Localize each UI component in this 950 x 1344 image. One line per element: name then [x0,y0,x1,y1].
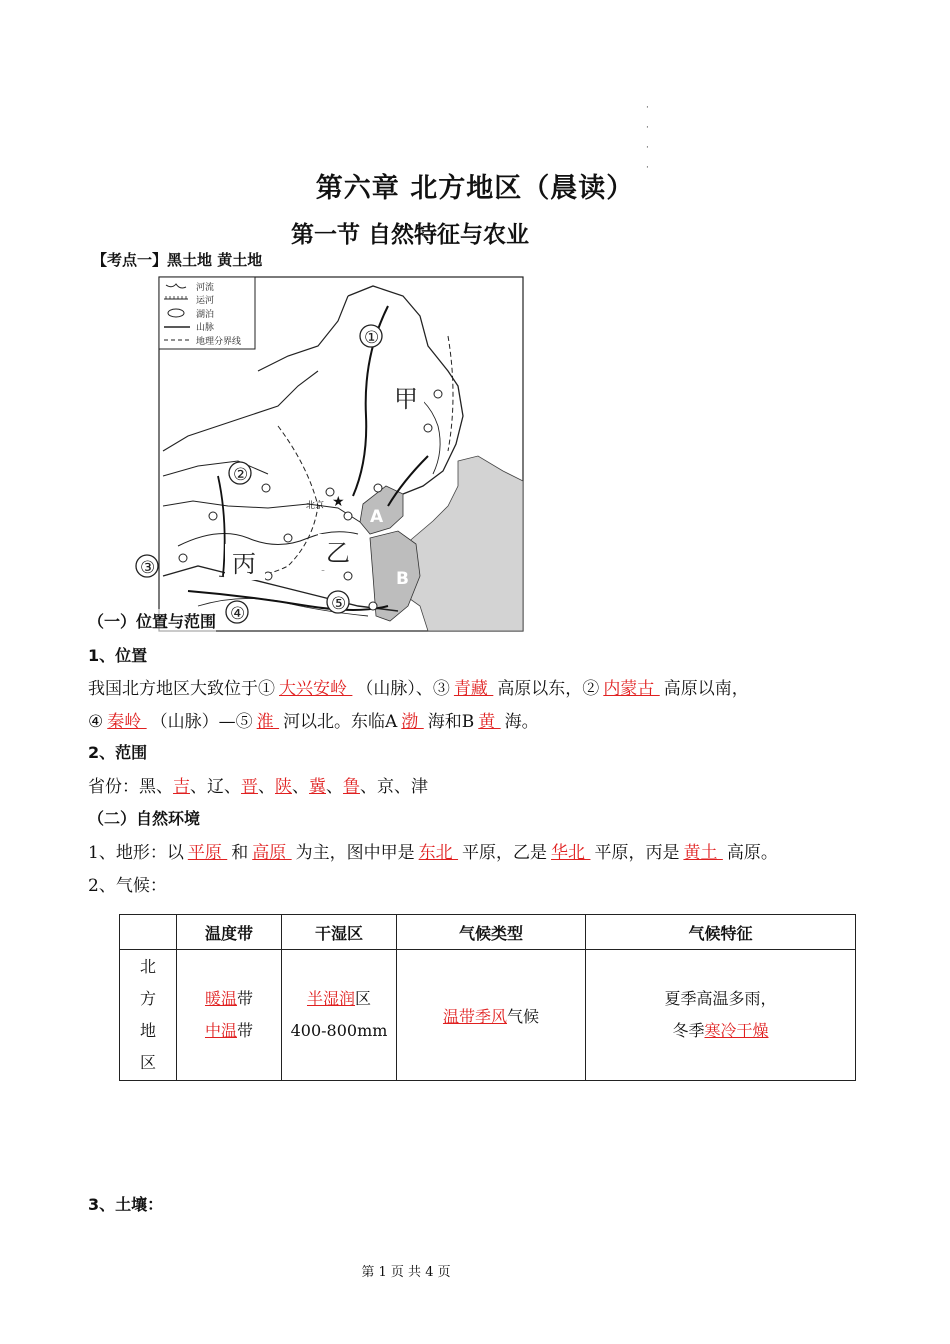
answer-shan: 陕 [275,777,292,797]
map-label-jia: 甲 [394,385,418,413]
kaodian-heading: 【考点一】黑土地 黄土地 [92,251,263,269]
map-label-b: B [396,569,409,589]
map-label-a: A [370,507,384,527]
province-line: 省份：黑、吉、辽、晋、陕、冀、鲁、京、津 [88,777,428,797]
answer-daxinganling: 大兴安岭 [279,679,353,699]
position-line-1: 我国北方地区大致位于① 大兴安岭 （山脉）、③ 青藏 高原以东，② 内蒙古 高原以南， [88,679,749,699]
answer-lu: 鲁 [343,777,360,797]
soil-label: 3、土壤： [88,1195,164,1214]
section-subtitle: 第一节 自然特征与农业 [290,222,529,248]
map-label-3: ③ [140,558,156,578]
climate-table [119,914,856,1081]
legend-canal: 运河 [196,296,215,306]
page-title: 第六章 北方地区（晨读） [315,173,635,204]
map-label-yi: 乙 [326,539,350,567]
legend-lake: 湖泊 [196,310,215,320]
answer-ji-jilin: 吉 [173,777,190,797]
temperature-zone-cell: 暖温带 中温带 [177,950,282,1081]
northern-china-map [158,276,524,632]
map-marker-3 [134,553,160,579]
answer-jin: 晋 [241,777,258,797]
legend-boundary: 地理分界线 [196,337,242,347]
climate-feature-cell: 夏季高温多雨， 冬季寒冷干燥 [586,950,856,1081]
region-cell: 北 方 地 区 [120,950,177,1081]
map-label-5: ⑤ [331,594,347,614]
answer-neimenggu: 内蒙古 [603,679,660,699]
answer-dongbei: 东北 [418,843,459,863]
answer-huangtu: 黄土 [683,843,723,863]
position-line-2: ④ 秦岭 （山脉）—⑤ 淮 河以北。东临A 渤 海和B 黄 海。 [88,712,539,732]
answer-huabei: 华北 [551,843,591,863]
map-label-4: ④ [230,604,246,624]
climate-type-cell: 温带季风气候 [397,950,586,1081]
svg-text:★: ★ [332,494,345,510]
moisture-zone-cell: 半湿润区 400-800mm [282,950,397,1081]
answer-bo: 渤 [401,712,424,732]
legend-mountain: 山脉 [196,323,215,333]
answer-ji-hebei: 冀 [309,777,326,797]
section1-heading: （一）位置与范围 [88,609,216,632]
terrain-line: 1、地形：以 平原 和 高原 为主，图中甲是 东北 平原，乙是 华北 平原，丙是 黄土 高原。 [88,843,778,863]
position-heading: 1、位置 [88,646,148,665]
answer-qinling: 秦岭 [107,712,147,732]
map-label-1: ① [364,328,380,348]
header-climate-feature: 气候特征 [586,915,856,950]
margin-dots: · · · · [646,103,649,173]
map-label-2: ② [233,465,249,485]
header-climate-type: 气候类型 [397,915,586,950]
map-label-beijing: 北京 [306,501,325,511]
header-temperature-zone: 温度带 [177,915,282,950]
answer-gaoyuan: 高原 [252,843,292,863]
answer-huai: 淮 [256,712,280,732]
page-footer: 第 1 页 共 4 页 [361,1265,451,1280]
section2-heading: （二）自然环境 [88,809,201,828]
answer-qingzang: 青藏 [453,679,494,699]
map-label-bing: 丙 [232,550,256,578]
header-blank [120,915,177,950]
climate-label: 2、气候： [88,876,167,896]
range-heading: 2、范围 [88,743,148,762]
answer-pingyuan: 平原 [187,843,228,863]
header-moisture-zone: 干湿区 [282,915,397,950]
legend-river: 河流 [196,283,215,293]
answer-huang: 黄 [478,712,501,732]
